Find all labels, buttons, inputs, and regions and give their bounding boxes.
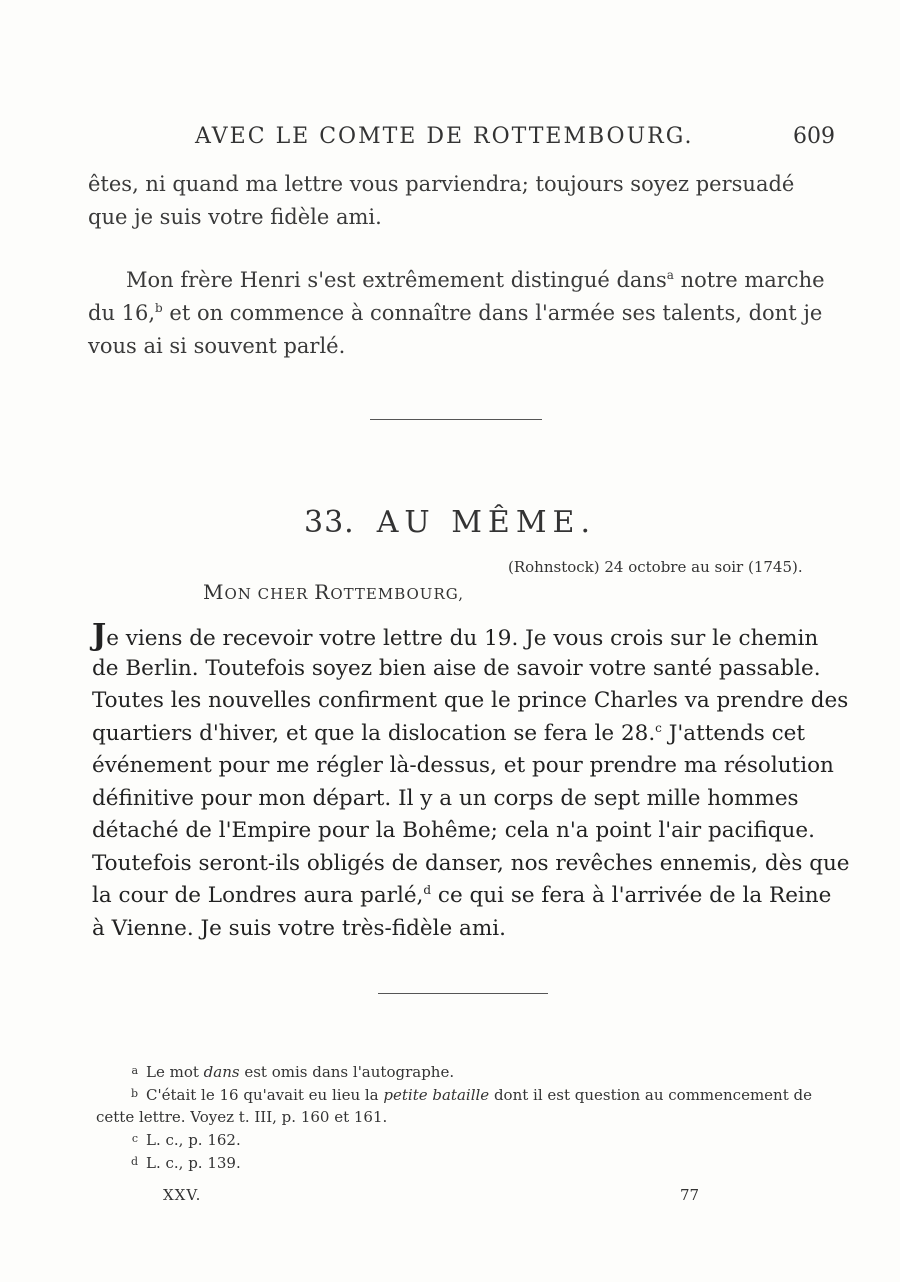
text-line: définitive pour mon départ. Il y a un corps de sept mille hommes xyxy=(92,785,799,811)
footnote-d: d L. c., p. 139. xyxy=(130,1154,241,1172)
running-head-title: AVEC LE COMTE DE ROTTEMBOURG. xyxy=(195,124,694,149)
text-line: que je suis votre fidèle ami. xyxy=(88,205,382,229)
footnote-a: a Le mot dans est omis dans l'autographe. xyxy=(131,1063,455,1081)
continued-paragraph xyxy=(88,168,828,234)
postscript-paragraph xyxy=(88,264,828,363)
text-line: Mon frère Henri s'est extrêmement distingué dans$^a$ notre marche xyxy=(126,268,825,292)
text-line: Toutefois seront-ils obligés de danser, nos revêches ennemis, dès que xyxy=(92,850,850,876)
footnote-b: b C'était le 16 qu'avait eu lieu la petite bataille dont il est question au commencement de xyxy=(130,1086,812,1104)
footnote-ref-c: c xyxy=(655,720,662,735)
footnotes xyxy=(96,1060,836,1174)
text-line: la cour de Londres aura parlé,$^d$ ce qui se fera à l'arrivée de la Reine xyxy=(92,883,832,908)
letter-heading xyxy=(0,505,900,540)
letter-body xyxy=(92,618,850,945)
text-line: vous ai si souvent parlé. xyxy=(88,334,346,358)
letter-number: 33. xyxy=(304,505,355,540)
salutation: MON CHER ROTTEMBOURG, xyxy=(203,580,464,604)
text-line: de Berlin. Toutefois soyez bien aise de savoir votre santé passable. xyxy=(92,655,821,681)
footnote-b-continued: cette lettre. Voyez t. III, p. 160 et 161. xyxy=(96,1108,388,1126)
footnote-ref-b: b xyxy=(155,301,163,315)
section-divider xyxy=(370,419,542,420)
text-line: à Vienne. Je suis votre très-fidèle ami. xyxy=(92,915,506,941)
text-line: événement pour me régler là-dessus, et pour prendre ma résolution xyxy=(92,753,834,778)
drop-cap: J xyxy=(92,618,107,653)
section-divider xyxy=(378,993,548,994)
signature-number: 77 xyxy=(680,1186,700,1204)
footnote-c: c L. c., p. 162. xyxy=(131,1131,241,1149)
letter-title: AU MÊME. xyxy=(376,505,596,540)
page-number: 609 xyxy=(793,124,835,149)
footnote-ref-a: a xyxy=(666,268,674,282)
text-line: Toutes les nouvelles confirment que le prince Charles va prendre des xyxy=(92,688,849,713)
dateline: (Rohnstock) 24 octobre au soir (1745). xyxy=(508,558,803,576)
text-line: détaché de l'Empire pour la Bohême; cela n'a point l'air pacifique. xyxy=(92,818,815,843)
volume-signature: XXV. xyxy=(163,1186,202,1204)
text-line: du 16,$^b$ et on commence à connaître dans l'armée ses talents, dont je xyxy=(88,301,823,325)
text-line: Je viens de recevoir votre lettre du 19. Je vous crois sur le chemin xyxy=(92,618,819,653)
running-head xyxy=(195,124,835,156)
text-line: quartiers d'hiver, et que la dislocation se fera le 28.$^c$ J'attends cet xyxy=(92,720,805,746)
footnote-ref-d: d xyxy=(423,883,432,897)
text-line: êtes, ni quand ma lettre vous parviendra; toujours soyez persuadé xyxy=(88,172,795,196)
